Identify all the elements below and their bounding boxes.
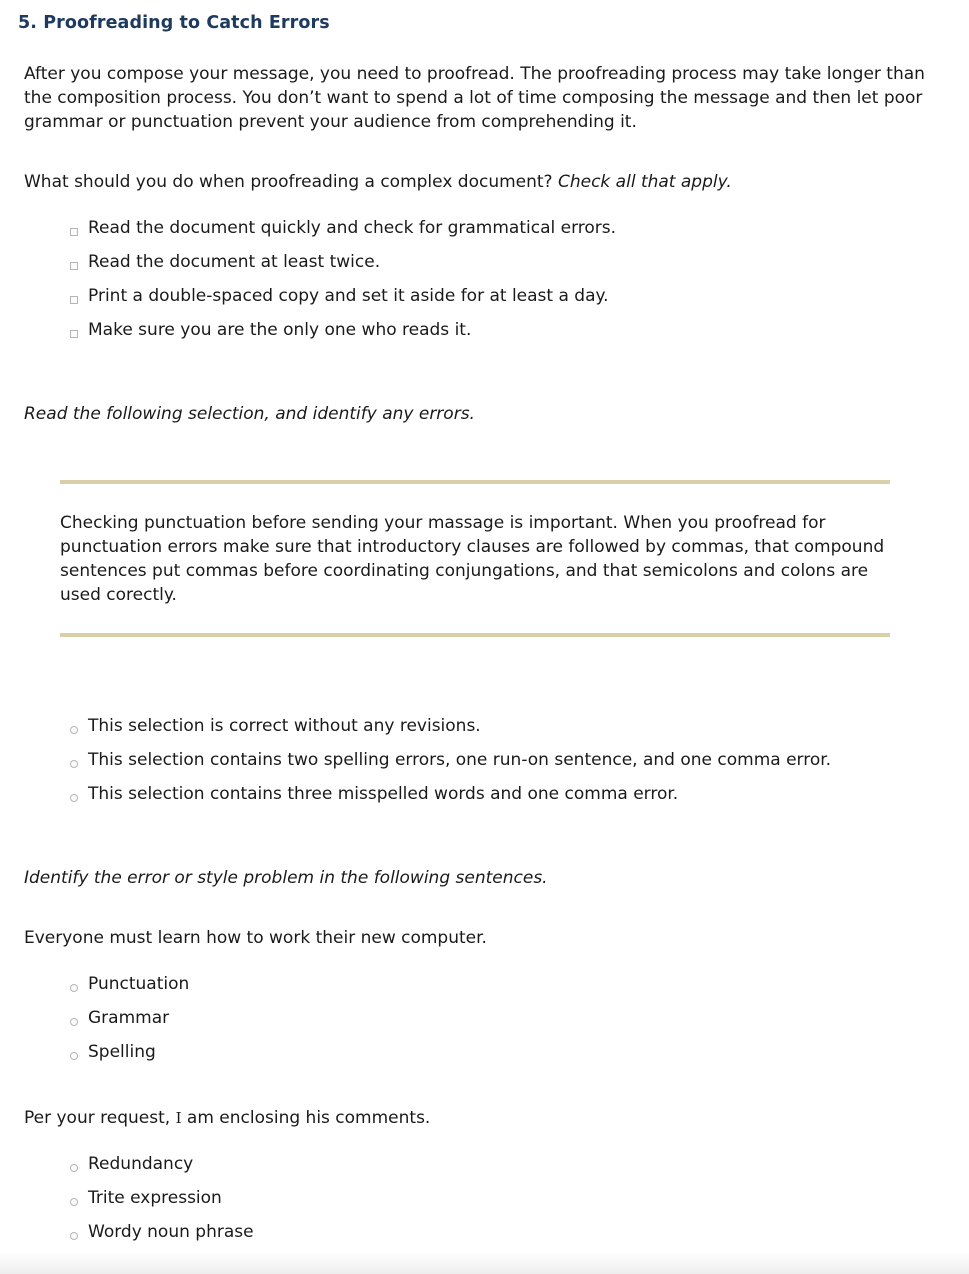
radio-button[interactable] xyxy=(70,760,78,768)
option-label: Print a double-spaced copy and set it aside for at least a day. xyxy=(88,286,609,306)
option-label: Redundancy xyxy=(88,1154,194,1174)
question-2-instruction: Read the following selection, and identify any errors. xyxy=(24,404,475,424)
radio-button[interactable] xyxy=(70,794,78,802)
question-1-hint: Check all that apply. xyxy=(557,172,732,192)
option-label: Read the document at least twice. xyxy=(88,252,381,272)
question-3-sentence: Everyone must learn how to work their new computer. xyxy=(24,928,487,948)
checkbox[interactable] xyxy=(70,262,78,270)
option-label: Punctuation xyxy=(88,974,190,994)
radio-button[interactable] xyxy=(70,1018,78,1026)
option-label: Trite expression xyxy=(88,1188,222,1208)
question-1-prompt xyxy=(24,170,954,194)
radio-button[interactable] xyxy=(70,726,78,734)
option-label: Grammar xyxy=(88,1008,170,1028)
selection-bottom-divider xyxy=(60,633,890,637)
question-4-pronoun: I xyxy=(175,1109,182,1127)
option-label: This selection contains two spelling errors, one run-on sentence, and one comma error. xyxy=(88,750,832,770)
radio-button[interactable] xyxy=(70,984,78,992)
checkbox[interactable] xyxy=(70,228,78,236)
part-3-instruction: Identify the error or style problem in the following sentences. xyxy=(24,868,548,888)
radio-button[interactable] xyxy=(70,1164,78,1172)
option-label: This selection is correct without any revisions. xyxy=(88,716,481,736)
option-label: Read the document quickly and check for grammatical errors. xyxy=(88,218,617,238)
question-4-text-end: am enclosing his comments. xyxy=(181,1108,431,1128)
question-4-text-start: Per your request, xyxy=(24,1108,176,1128)
question-1-text: What should you do when proofreading a complex document? xyxy=(24,172,553,192)
option-label: Spelling xyxy=(88,1042,156,1062)
radio-button[interactable] xyxy=(70,1232,78,1240)
selection-top-divider xyxy=(60,480,890,484)
section-title: 5. Proofreading to Catch Errors xyxy=(18,13,330,33)
option-label: Make sure you are the only one who reads it. xyxy=(88,320,472,340)
intro-paragraph: After you compose your message, you need to proofread. The proofreading process may take longer than the composition process. You don’t want to spend a lot of time composing the message and then let poor grammar or punctuation prevent your audience from comprehending it. xyxy=(24,64,925,132)
question-4-sentence xyxy=(24,1106,954,1130)
proofread-selection: Checking punctuation before sending your massage is important. When you proofread for punctuation errors make sure that introductory clauses are followed by commas, that compound sentences put commas before coordinating conjungations, and that semicolons and colons are used corectly. xyxy=(60,513,885,605)
option-label: This selection contains three misspelled words and one comma error. xyxy=(88,784,679,804)
option-label: Wordy noun phrase xyxy=(88,1222,254,1242)
radio-button[interactable] xyxy=(70,1052,78,1060)
checkbox[interactable] xyxy=(70,330,78,338)
bottom-fade xyxy=(0,1252,969,1274)
checkbox[interactable] xyxy=(70,296,78,304)
radio-button[interactable] xyxy=(70,1198,78,1206)
